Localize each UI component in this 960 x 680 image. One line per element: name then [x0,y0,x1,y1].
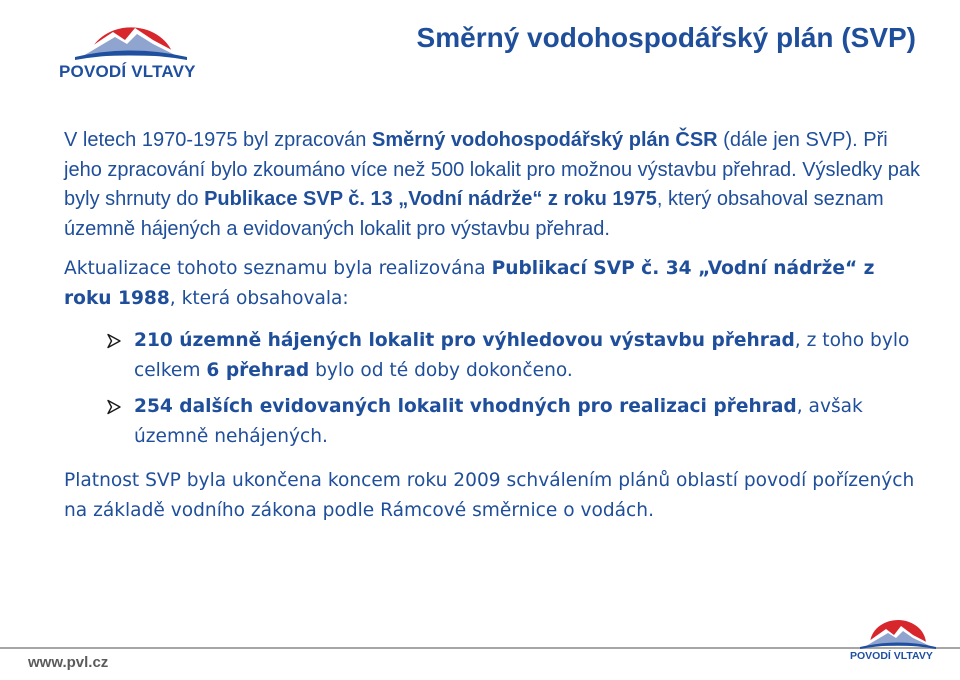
logo-mountain-icon [55,10,205,62]
text-run: , z toho bylo celkem [134,330,910,381]
povodi-vltavy-logo [55,10,205,82]
text-run: , která obsahovala: [169,288,349,309]
bold-run: 210 územně hájených lokalit pro výhledovou výstavbu přehrad [134,330,795,351]
bold-run: Publikací SVP č. 34 „Vodní nádrže“ z roku 1988 [64,258,875,309]
text-run: (dále jen SVP). Při jeho zpracování bylo zkoumáno více než 500 lokalit pro možnou výstavbu přehrad. Výsledky pak byly shrnuty do [64,129,921,210]
bold-run: Publikace SVP č. 13 „Vodní nádrže“ z roku 1975 [204,188,657,210]
slide-content [64,126,924,526]
text-run: , který obsahoval seznam územně hájených a evidovaných lokalit pro výstavbu přehrad. [64,188,884,240]
page-title: Směrný vodohospodářský plán (SVP) [416,22,916,53]
arrow-bullet-icon [106,399,122,415]
list-item [64,392,924,452]
logo-mountain-icon [848,614,948,650]
text-run: Aktualizace tohoto seznamu byla realizována [64,258,492,279]
text-run: V letech 1970-1975 byl zpracován [64,129,372,151]
paragraph-update [64,254,924,314]
bold-run: 254 dalších evidovaných lokalit vhodných pro realizaci přehrad [134,396,797,417]
footer-logo-text: POVODÍ VLTAVY [850,650,933,662]
logo-text: POVODÍ VLTAVY [59,62,196,81]
text-run: bylo od té doby dokončeno. [309,360,573,381]
text-run: , avšak územně nehájených. [134,396,863,447]
arrow-bullet-icon [106,333,122,349]
footer-logo [848,614,948,670]
bold-run: Směrný vodohospodářský plán ČSR [371,129,718,151]
paragraph-validity: Platnost SVP byla ukončena koncem roku 2009 schválením plánů oblastí povodí pořízených na základě vodního zákona podle Rámcové směrnice o vodách. [64,470,915,521]
paragraph-intro [64,126,924,244]
bullet-list [64,326,924,452]
footer-url: www.pvl.cz [28,654,109,671]
footer-divider [0,647,960,649]
bold-run: 6 přehrad [206,360,310,381]
list-item [64,326,924,386]
